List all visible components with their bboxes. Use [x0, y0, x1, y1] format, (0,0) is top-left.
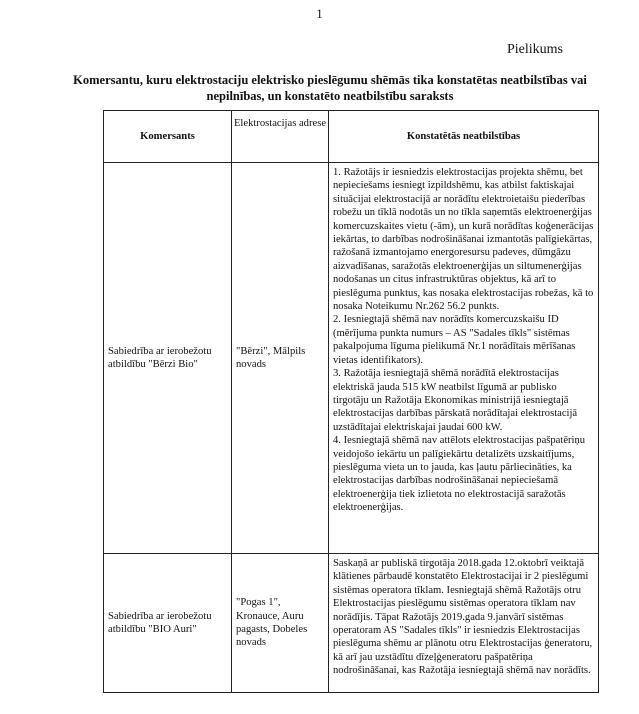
table-row — [104, 554, 599, 693]
table-header-row — [104, 111, 599, 163]
annex-label: Pielikums — [506, 42, 563, 57]
company-cell: Sabiedrība ar ierobežotu atbildību "BIO Auri" — [104, 554, 232, 693]
table-row — [104, 163, 599, 554]
header-company: Komersants — [104, 111, 232, 163]
address-cell: "Pogas 1", Kronauce, Auru pagasts, Dobeles novads — [232, 554, 329, 693]
page-number: 1 — [316, 6, 323, 21]
finding-item: 4. Iesniegtajā shēmā nav attēlots elektrostacijas pašpatēriņu veidojošo iekārtu un palīgiekārtu detalizēts uzskaitījums, pieslēguma vieta un to jauda, kas ļautu pārliecināties, ka elektrostacijas darbības nodrošināšanai nepieciešamā elektroenerģija tiek izlietota no elektrostacijā saražotās elektroenerģijas. — [333, 435, 586, 514]
finding-item: Saskaņā ar publiskā tirgotāja 2018.gada 12.oktobrī veiktajā klātienes pārbaudē konstatēto Elektrostacijai ir 2 pieslēgumi sistēmas operatora tīklam. Iesniegtajā shēmā Ražotājs otru Elektrostacijas pieslēgumu sistēmas operatora tīklam nav norādījis. Tāpat Ražotājs 2019.gada 9.janvārī sistēmas operatoram AS "Sadales tīkls" ir iesniedzis Elektrostacijas pieslēguma shēmu ar plānotu otru Elektrostacijas ģeneratoru, kā arī jau uzstādītu dīzeļģeneratoru pašpatēriņa nodrošināšanai, kas Ražotāja iesniegtajā shēmā nav norādīts. — [333, 558, 593, 677]
document-title: Komersantu, kuru elektrostaciju elektrisko pieslēgumu shēmās tika konstatētas neatbilstības vai nepilnības, un konstatēto neatbilstību saraksts — [73, 73, 587, 103]
finding-item: 1. Ražotājs ir iesniedzis elektrostacijas projekta shēmu, bet nepieciešams iesniegt izpildshēmu, kas atbilst faktiskajai situācijai elektrostacijā ar norādītu elektroietaišu piederības robežu un tīklā nodotās un no tīkla saņemtās elektroenerģijas komercuzskaites vietu (-ām), un kurā norādītas koģenerācijas iekārtas, to darbības nodrošināšanai izmantotās palīgiekārtas, ražošanā izmantojamo energoresursu padeves, dūmgāzu aizvadīšanas, saražotās elektroenerģijas un siltumenerģijas nodošanas un citus infrastruktūras objektus, kā arī to pieslēguma punktus, kas nosaka elektrostacijas robežas, kā to nosaka Noteikumu Nr.262 56.2 punkts. — [333, 167, 594, 313]
finding-item: 3. Ražotāja iesniegtajā shēmā norādītā elektrostacijas elektriskā jauda 515 kW neatbilst līgumā ar publisko tirgotāju un Ražotāja Ekonomikas ministrijā iesniegtajā elektrostacijas darbības pārskatā norādītajai elektrostacijā uzstādītajai elektriskajai jaudai 600 kW. — [333, 368, 578, 433]
address-cell: "Bērzi", Mālpils novads — [232, 163, 329, 554]
header-address: Elektrostacijas adrese — [232, 111, 329, 163]
finding-item: 2. Iesniegtajā shēmā nav norādīts komercuzskaišu ID (mērījuma punkta numurs – AS "Sadales tīkls" sistēmas pakalpojuma līguma pielikumā Nr.1 norādītais mērīšanas vietas identifikators). — [333, 314, 576, 366]
company-cell: Sabiedrība ar ierobežotu atbildību "Bērzi Bio" — [104, 163, 232, 554]
header-findings: Konstatētās neatbilstības — [329, 111, 599, 163]
findings-cell — [329, 554, 599, 693]
nonconformity-table — [103, 110, 599, 693]
findings-cell — [329, 163, 599, 554]
